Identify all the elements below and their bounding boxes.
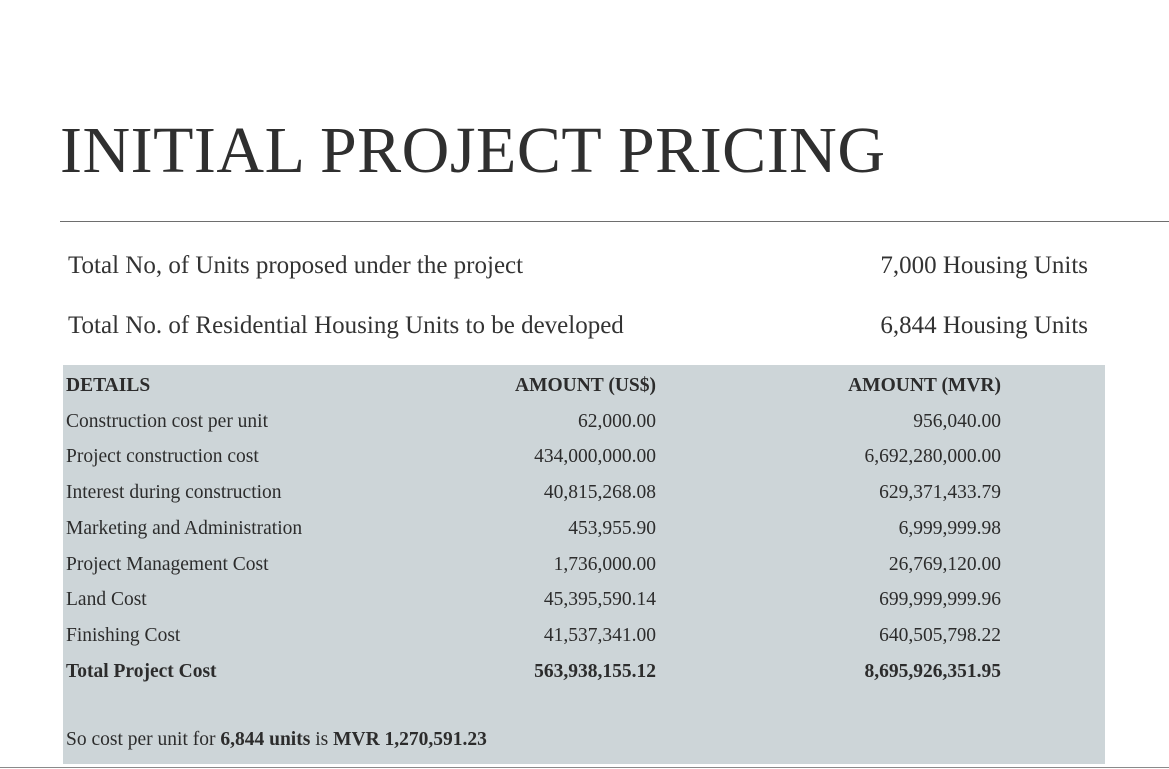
summary-value: 7,000 Housing Units — [880, 252, 1088, 279]
cost-panel — [63, 365, 1105, 764]
summary-value: 6,844 Housing Units — [880, 312, 1088, 339]
summary-label: Total No. of Residential Housing Units to be developed — [68, 312, 624, 339]
header-details: DETAILS — [66, 375, 151, 396]
table-row — [66, 404, 1001, 440]
table-row — [66, 439, 1001, 475]
cost-table — [66, 368, 1001, 689]
column-gap — [656, 368, 781, 404]
row-details: Marketing and Administration — [66, 517, 303, 539]
table-row — [66, 475, 1001, 511]
row-details: Project construction cost — [66, 446, 259, 468]
row-usd: 40,815,268.08 — [543, 482, 656, 504]
total-details: Total Project Cost — [66, 660, 217, 682]
summary-label: Total No, of Units proposed under the project — [68, 252, 524, 279]
row-mvr: 956,040.00 — [913, 410, 1001, 432]
table-row — [66, 547, 1001, 583]
column-gap — [656, 475, 781, 511]
cost-per-unit-note — [66, 729, 487, 751]
table-row — [66, 618, 1001, 654]
row-usd: 62,000.00 — [578, 410, 656, 432]
row-details: Interest during construction — [66, 482, 282, 504]
row-details: Construction cost per unit — [66, 410, 269, 432]
row-mvr: 6,999,999.98 — [898, 517, 1001, 539]
column-gap — [656, 404, 781, 440]
title-divider — [60, 221, 1169, 222]
note-amount: MVR 1,270,591.23 — [333, 729, 487, 750]
row-usd: 1,736,000.00 — [553, 553, 656, 575]
note-middle: is — [310, 729, 334, 750]
column-gap — [656, 547, 781, 583]
note-prefix: So cost per unit for — [66, 729, 221, 750]
header-mvr: AMOUNT (MVR) — [848, 375, 1001, 396]
column-gap — [656, 439, 781, 475]
row-mvr: 26,769,120.00 — [888, 553, 1001, 575]
header-usd: AMOUNT (US$) — [514, 375, 656, 396]
row-details: Project Management Cost — [66, 553, 269, 575]
column-gap — [656, 511, 781, 547]
table-row — [66, 511, 1001, 547]
column-gap — [656, 618, 781, 654]
total-mvr: 8,695,926,351.95 — [864, 660, 1001, 682]
page-title: INITIAL PROJECT PRICING — [60, 114, 886, 187]
row-mvr: 629,371,433.79 — [879, 482, 1001, 504]
table-row — [66, 582, 1001, 618]
row-details: Finishing Cost — [66, 624, 181, 646]
row-usd: 453,955.90 — [568, 517, 656, 539]
row-usd: 41,537,341.00 — [543, 624, 656, 646]
column-gap — [656, 654, 781, 690]
total-row — [66, 654, 1001, 690]
row-mvr: 6,692,280,000.00 — [864, 446, 1001, 468]
table-header-row — [66, 368, 1001, 404]
row-mvr: 640,505,798.22 — [879, 624, 1001, 646]
bottom-divider — [0, 767, 1169, 768]
row-details: Land Cost — [66, 589, 147, 611]
total-usd: 563,938,155.12 — [534, 660, 656, 682]
note-units: 6,844 units — [220, 729, 311, 750]
column-gap — [656, 582, 781, 618]
row-usd: 434,000,000.00 — [534, 446, 656, 468]
row-usd: 45,395,590.14 — [543, 589, 656, 611]
row-mvr: 699,999,999.96 — [879, 589, 1001, 611]
